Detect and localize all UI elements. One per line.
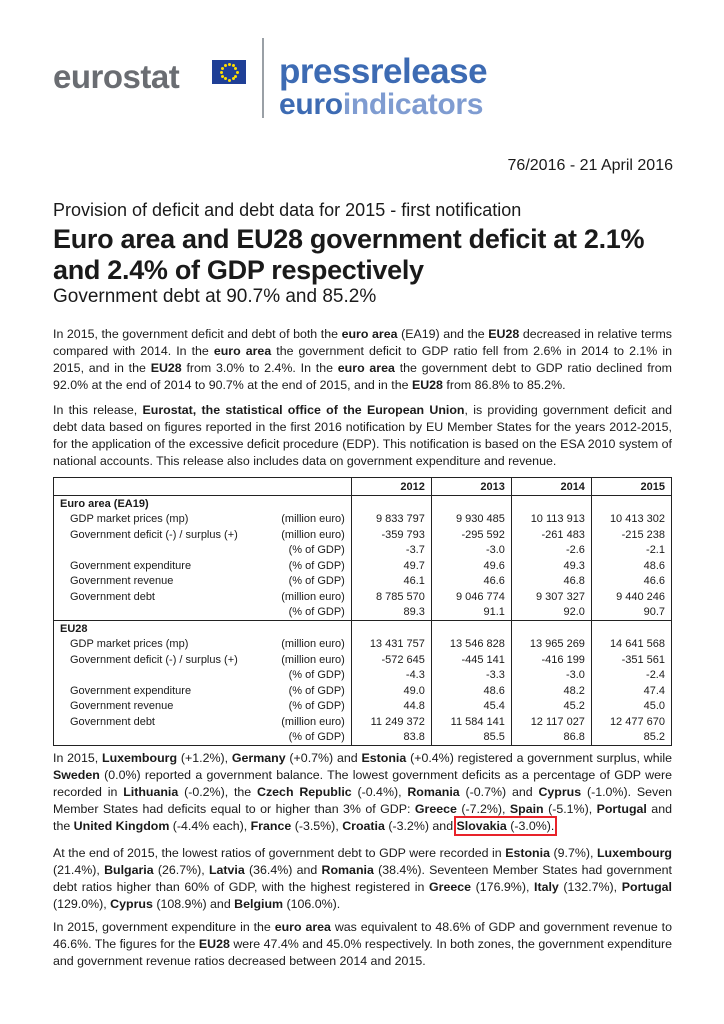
table-row (54, 512, 672, 528)
page-title: Euro area and EU28 government deficit at 2.1% and 2.4% of GDP respectively (53, 224, 645, 285)
table-section-row (54, 496, 672, 512)
row-label-cell: GDP market prices (mp) (70, 638, 189, 651)
value-cell: 13 546 828 (431, 637, 511, 653)
value-cell: 12 477 670 (609, 715, 665, 728)
text-run: (EA19) and the (397, 327, 489, 341)
bold-run: Romania (321, 863, 374, 877)
bold-run: Romania (407, 785, 460, 799)
bold-run: Luxembourg (102, 751, 178, 765)
intro-paragraph (53, 326, 672, 394)
value-cell: -3.3 (431, 668, 511, 684)
text-run: the government deficit to GDP ratio fell from 2.6% in 2014 to 2.1% in 2015, and in the (53, 344, 672, 375)
value-cell: 48.6 (643, 559, 665, 572)
value-cell: 13 431 757 (351, 637, 431, 653)
row-label-cell: Government debt (70, 590, 155, 603)
blank-cell (268, 621, 351, 637)
text-run: (-0.7%) and (459, 785, 539, 799)
blank-cell (511, 496, 591, 512)
bold-run: Slovakia (456, 819, 507, 833)
bold-run: Estonia (361, 751, 407, 765)
row-label-cell (54, 543, 269, 559)
value-cell: -2.4 (646, 669, 665, 682)
text-run: In 2015, government expenditure in the (53, 920, 275, 934)
row-unit-cell: (% of GDP) (268, 668, 351, 684)
row-unit-cell: (million euro) (268, 527, 351, 543)
blank-cell (591, 496, 671, 512)
bold-run: euro area (213, 344, 272, 358)
column-header-year: 2015 (591, 478, 671, 496)
row-unit-cell: (million euro) (268, 589, 351, 605)
row-label-cell: GDP market prices (mp) (70, 513, 189, 526)
text-run: (9.7%), (549, 846, 597, 860)
text-run: , is providing government deficit and debt data based on figures reported in the first 2016 notification by EU Member States for the years 2012-2015, for the application of the excessive deficit procedure (EDP). This notification is based on the ESA 2010 system of national accounts. This release also includes data on government expenditure and revenue. (53, 403, 673, 468)
value-cell: -3.7 (351, 543, 431, 559)
bold-run: Cyprus (110, 897, 153, 911)
bold-run: Greece (414, 802, 457, 816)
text-run: from 86.8% to 85.2%. (442, 378, 566, 392)
text-run: (26.7%), (153, 863, 209, 877)
bold-run: EU28 (411, 378, 443, 392)
value-cell: 45.4 (431, 699, 511, 715)
eurostat-logo-text: eurostat (53, 58, 180, 95)
text-run: In 2015, (53, 751, 102, 765)
value-cell: -261 483 (511, 527, 591, 543)
bold-run: Croatia (342, 819, 385, 833)
text-run: (132.7%), (558, 880, 622, 894)
value-cell: 89.3 (351, 605, 431, 621)
value-cell: 49.7 (351, 558, 431, 574)
section-name-cell: Euro area (EA19) (60, 497, 149, 510)
row-unit-cell: (million euro) (268, 637, 351, 653)
text-run: In 2015, the government deficit and debt of both the (53, 327, 342, 341)
table-row (54, 652, 672, 668)
column-header-year: 2012 (351, 478, 431, 496)
value-cell: 48.6 (431, 683, 511, 699)
bold-run: France (250, 819, 292, 833)
press-release-header (0, 0, 724, 140)
header-unit-cell (268, 478, 351, 496)
flag-star-icon (221, 67, 224, 70)
text-run: (+0.7%) and (285, 751, 362, 765)
value-cell: 46.6 (643, 575, 665, 588)
value-cell: -2.1 (646, 544, 665, 557)
value-cell: 14 641 568 (609, 638, 665, 651)
value-cell: -295 592 (431, 527, 511, 543)
value-cell: 46.8 (511, 574, 591, 590)
value-cell: 90.7 (643, 606, 665, 619)
value-cell: 48.2 (511, 683, 591, 699)
value-cell: 49.6 (431, 558, 511, 574)
text-run: (-1.0%). Seven Member States had deficits equal to or higher than 3% of GDP: (53, 785, 672, 816)
bold-run: EU28 (488, 327, 520, 341)
value-cell: 92.0 (511, 605, 591, 621)
table-row (54, 637, 672, 653)
text-run: decreased in relative terms compared with 2014. In the (53, 327, 672, 358)
deficit-debt-table-wrapper (53, 477, 672, 746)
row-label-cell: Government revenue (70, 575, 174, 588)
euroindicators-prefix: euro (279, 88, 343, 121)
bold-run: Italy (534, 880, 559, 894)
row-label-cell: Government expenditure (70, 559, 192, 572)
value-cell: 9 833 797 (351, 512, 431, 528)
value-cell: -3.0 (431, 543, 511, 559)
row-unit-cell: (% of GDP) (268, 730, 351, 746)
value-cell: 86.8 (511, 730, 591, 746)
bold-run: Estonia (505, 846, 550, 860)
row-label-cell (54, 668, 269, 684)
release-scope-paragraph (53, 402, 672, 470)
value-cell: 45.2 (511, 699, 591, 715)
blank-cell (268, 496, 351, 512)
value-cell: -359 793 (351, 527, 431, 543)
value-cell: -215 238 (621, 528, 665, 541)
value-cell: 8 785 570 (351, 589, 431, 605)
row-unit-cell: (% of GDP) (268, 558, 351, 574)
text-run: (-4.4% each), (169, 819, 251, 833)
text-run: At the end of 2015, the lowest ratios of government debt to GDP were recorded in (53, 846, 506, 860)
text-run: the government debt to GDP ratio declined from 92.0% at the end of 2014 to 90.7% at the end of 2015, and in the (53, 361, 672, 392)
value-cell: 9 046 774 (431, 589, 511, 605)
text-run: (-5.1%), (543, 802, 597, 816)
blank-cell (431, 621, 511, 637)
row-label-cell: Government expenditure (70, 684, 192, 697)
row-label-cell (54, 605, 269, 621)
value-cell: 46.6 (431, 574, 511, 590)
table-row (54, 589, 672, 605)
column-header-year: 2014 (511, 478, 591, 496)
row-unit-cell: (% of GDP) (268, 699, 351, 715)
value-cell: 91.1 (431, 605, 511, 621)
value-cell: 10 413 302 (609, 513, 665, 526)
table-row (54, 668, 672, 684)
row-unit-cell: (% of GDP) (268, 605, 351, 621)
flag-star-icon (234, 67, 237, 70)
table-row (54, 543, 672, 559)
blank-cell (431, 496, 511, 512)
text-run: In this release, (53, 403, 143, 417)
value-cell: 83.8 (351, 730, 431, 746)
row-label-cell: Government deficit (-) / surplus (+) (70, 528, 238, 541)
header-divider (262, 38, 264, 118)
text-run: from 3.0% to 2.4%. In the (181, 361, 338, 375)
text-run: (-3.2%) and (384, 819, 457, 833)
release-reference: 76/2016 - 21 April 2016 (507, 157, 673, 174)
debt-ratios-paragraph (53, 845, 672, 913)
table-body (54, 496, 672, 746)
text-run: (36.4%) and (244, 863, 322, 877)
bold-run: euro area (337, 361, 395, 375)
value-cell: 85.5 (431, 730, 511, 746)
value-cell: -572 645 (351, 652, 431, 668)
row-unit-cell: (million euro) (268, 512, 351, 528)
euroindicators-title (279, 88, 483, 122)
table-row (54, 730, 672, 746)
value-cell: 49.0 (351, 683, 431, 699)
text-run: (-0.2%), the (178, 785, 258, 799)
value-cell: 9 440 246 (616, 590, 665, 603)
bold-run: Latvia (208, 863, 245, 877)
surplus-deficit-paragraph (53, 750, 672, 835)
expenditure-revenue-paragraph (53, 919, 672, 970)
deficit-debt-table (53, 477, 672, 746)
text-run: (129.0%), (53, 897, 111, 911)
table-header-row (54, 478, 672, 496)
value-cell: 49.3 (511, 558, 591, 574)
release-topic: Provision of deficit and debt data for 2015 - first notification (53, 200, 522, 220)
flag-star-icon (236, 71, 239, 74)
value-cell: 9 307 327 (511, 589, 591, 605)
text-run: and the (53, 802, 672, 833)
euroindicators-suffix: indicators (342, 88, 484, 121)
highlight-box (457, 819, 555, 833)
blank-cell (351, 621, 431, 637)
table-row (54, 714, 672, 730)
text-run: (-3.0%). (506, 819, 555, 833)
value-cell: 46.1 (351, 574, 431, 590)
bold-run: Belgium (234, 897, 284, 911)
text-run: (0.0%) reported a government balance. The lowest government deficits as a percentage of GDP were recorded in (53, 768, 672, 799)
value-cell: 85.2 (643, 731, 665, 744)
bold-run: Portugal (596, 802, 647, 816)
blank-cell (591, 621, 671, 637)
value-cell: 13 965 269 (511, 637, 591, 653)
column-header-year: 2013 (431, 478, 511, 496)
pressrelease-title: pressrelease (279, 52, 488, 91)
bold-run: euro area (341, 327, 398, 341)
value-cell: 12 117 027 (511, 714, 591, 730)
page-subtitle: Government debt at 90.7% and 85.2% (53, 286, 377, 307)
text-run: (-3.5%), (291, 819, 343, 833)
row-unit-cell: (million euro) (268, 714, 351, 730)
flag-star-icon (224, 77, 227, 80)
bold-run: Sweden (53, 768, 100, 782)
text-run: (106.0%). (283, 897, 341, 911)
eu-flag-icon (212, 60, 246, 84)
bold-run: Luxembourg (596, 846, 672, 860)
flag-star-icon (228, 63, 231, 66)
row-label-cell: Government debt (70, 715, 155, 728)
row-unit-cell: (million euro) (268, 652, 351, 668)
flag-star-icon (220, 71, 223, 74)
bold-run: EU28 (150, 361, 182, 375)
table-row (54, 527, 672, 543)
table-row (54, 558, 672, 574)
value-cell: -445 141 (431, 652, 511, 668)
bold-run: Eurostat, the statistical office of the European Union (142, 403, 465, 417)
text-run: (+0.4%) registered a government surplus, while (406, 751, 672, 765)
flag-star-icon (224, 64, 227, 67)
bold-run: Spain (509, 802, 544, 816)
value-cell: 11 584 141 (431, 714, 511, 730)
flag-star-icon (221, 75, 224, 78)
bold-run: Portugal (621, 880, 672, 894)
value-cell: 9 930 485 (431, 512, 511, 528)
bold-run: euro area (274, 920, 331, 934)
value-cell: 11 249 372 (351, 714, 431, 730)
table-row (54, 574, 672, 590)
value-cell: -351 561 (621, 653, 665, 666)
table-row (54, 683, 672, 699)
row-unit-cell: (% of GDP) (268, 543, 351, 559)
value-cell: -416 199 (511, 652, 591, 668)
bold-run: Cyprus (538, 785, 582, 799)
table-section-row (54, 621, 672, 637)
text-run: (21.4%), (53, 863, 105, 877)
row-unit-cell: (% of GDP) (268, 683, 351, 699)
text-run: (38.4%). Seventeen Member States had government debt ratios higher than 60% of GDP, with the highest registered in (53, 863, 672, 894)
flag-star-icon (232, 77, 235, 80)
bold-run: Lithuania (123, 785, 179, 799)
bold-run: United Kingdom (73, 819, 170, 833)
value-cell: 10 113 913 (511, 512, 591, 528)
flag-star-icon (228, 79, 231, 82)
value-cell: -2.6 (511, 543, 591, 559)
blank-cell (351, 496, 431, 512)
value-cell: -3.0 (511, 668, 591, 684)
row-label-cell (54, 730, 269, 746)
bold-run: Czech Republic (257, 785, 352, 799)
flag-star-icon (234, 75, 237, 78)
value-cell: 45.0 (643, 700, 665, 713)
bold-run: Greece (429, 880, 472, 894)
value-cell: 44.8 (351, 699, 431, 715)
row-label-cell: Government revenue (70, 700, 174, 713)
text-run: (-0.4%), (351, 785, 408, 799)
header-label-cell (54, 478, 269, 496)
text-run: (+1.2%), (177, 751, 232, 765)
blank-cell (511, 621, 591, 637)
row-label-cell: Government deficit (-) / surplus (+) (70, 653, 238, 666)
bold-run: Bulgaria (104, 863, 154, 877)
value-cell: -4.3 (351, 668, 431, 684)
bold-run: EU28 (198, 937, 230, 951)
text-run: (176.9%), (471, 880, 534, 894)
text-run: (-7.2%), (456, 802, 510, 816)
text-run: was equivalent to 48.6% of GDP and government revenue to 46.6%. The figures for the (53, 920, 672, 951)
row-unit-cell: (% of GDP) (268, 574, 351, 590)
table-row (54, 699, 672, 715)
text-run: (108.9%) and (152, 897, 235, 911)
value-cell: 47.4 (643, 684, 665, 697)
bold-run: Germany (231, 751, 286, 765)
table-row (54, 605, 672, 621)
text-run: were 47.4% and 45.0% respectively. In both zones, the government expenditure and government revenue ratios decreased between 2014 and 2015. (53, 937, 672, 968)
section-name-cell: EU28 (54, 621, 269, 637)
